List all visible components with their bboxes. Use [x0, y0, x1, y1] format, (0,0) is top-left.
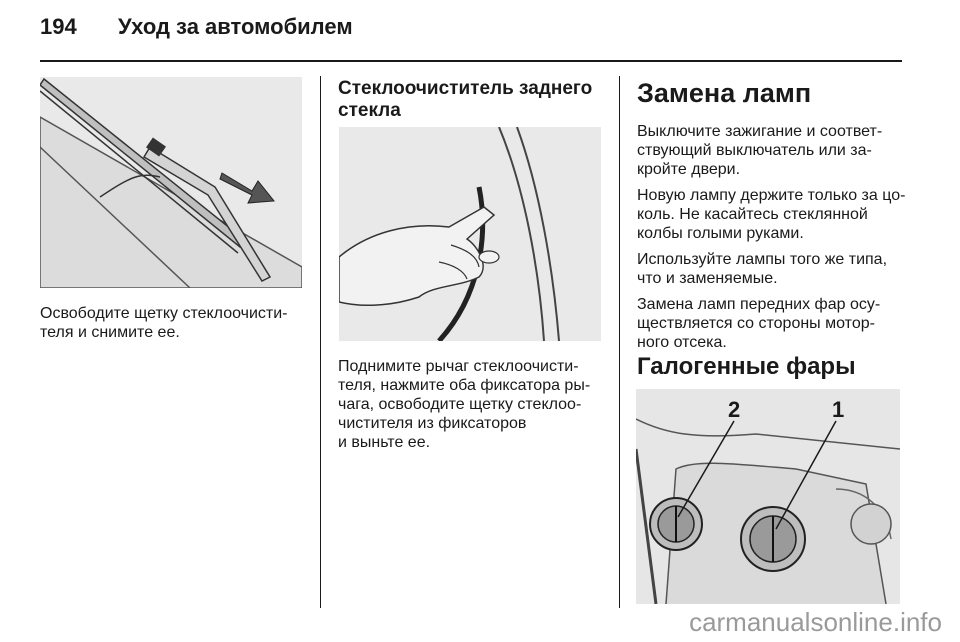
caption-line: и выньте ее. — [338, 434, 431, 451]
bulb-replacement-heading: Замена ламп — [637, 78, 812, 108]
heading-line: Стеклоочиститель заднего — [338, 78, 593, 99]
paragraph — [637, 122, 907, 179]
wiper-caption — [40, 304, 315, 342]
caption-line: теля и снимите ее. — [40, 324, 180, 341]
rear-wiper-figure — [339, 127, 601, 341]
text-line: ного отсека. — [637, 334, 727, 351]
column-divider-2 — [619, 76, 620, 608]
header-rule — [40, 60, 902, 62]
text-line: ществляется со стороны мотор- — [637, 315, 875, 332]
text-line: Новую лампу держите только за цо- — [637, 187, 906, 204]
callout-2: 2 — [728, 397, 741, 422]
wiper-arrow-figure — [40, 77, 302, 288]
callout-1: 1 — [832, 397, 845, 422]
page-number: 194 — [40, 14, 77, 39]
caption-line: Освободите щетку стеклоочисти- — [40, 305, 288, 322]
rear-wiper-caption — [338, 357, 616, 452]
wiper-arrow-illustration — [40, 77, 302, 288]
rear-wiper-hand-illustration — [339, 127, 601, 341]
headlamp-covers-illustration — [636, 389, 900, 604]
caption-line: Поднимите рычаг стеклоочисти- — [338, 358, 579, 375]
rear-wiper-heading — [338, 78, 613, 122]
text-line: коль. Не касайтесь стеклянной — [637, 206, 868, 223]
text-line: что и заменяемые. — [637, 270, 778, 287]
caption-line: чага, освободите щетку стеклоо- — [338, 396, 582, 413]
watermark: carmanualsonline.info — [689, 607, 942, 637]
caption-line: теля, нажмите оба фиксатора ры- — [338, 377, 591, 394]
text-line: колбы голыми руками. — [637, 225, 804, 242]
text-line: кройте двери. — [637, 161, 741, 178]
caption-line: чистителя из фиксаторов — [338, 415, 527, 432]
paragraph — [637, 186, 907, 243]
bulb-replacement-text — [637, 122, 907, 359]
column-divider-1 — [320, 76, 321, 608]
text-line: Используйте лампы того же типа, — [637, 251, 888, 268]
halogen-headlights-heading: Галогенные фары — [637, 353, 856, 380]
paragraph — [637, 250, 907, 288]
text-line: Выключите зажигание и соответ- — [637, 123, 883, 140]
page-title: Уход за автомобилем — [118, 14, 353, 39]
paragraph — [637, 295, 907, 352]
text-line: Замена ламп передних фар осу- — [637, 296, 881, 313]
text-line: ствующий выключатель или за- — [637, 142, 872, 159]
headlamp-figure — [636, 389, 900, 604]
heading-line: стекла — [338, 100, 401, 121]
